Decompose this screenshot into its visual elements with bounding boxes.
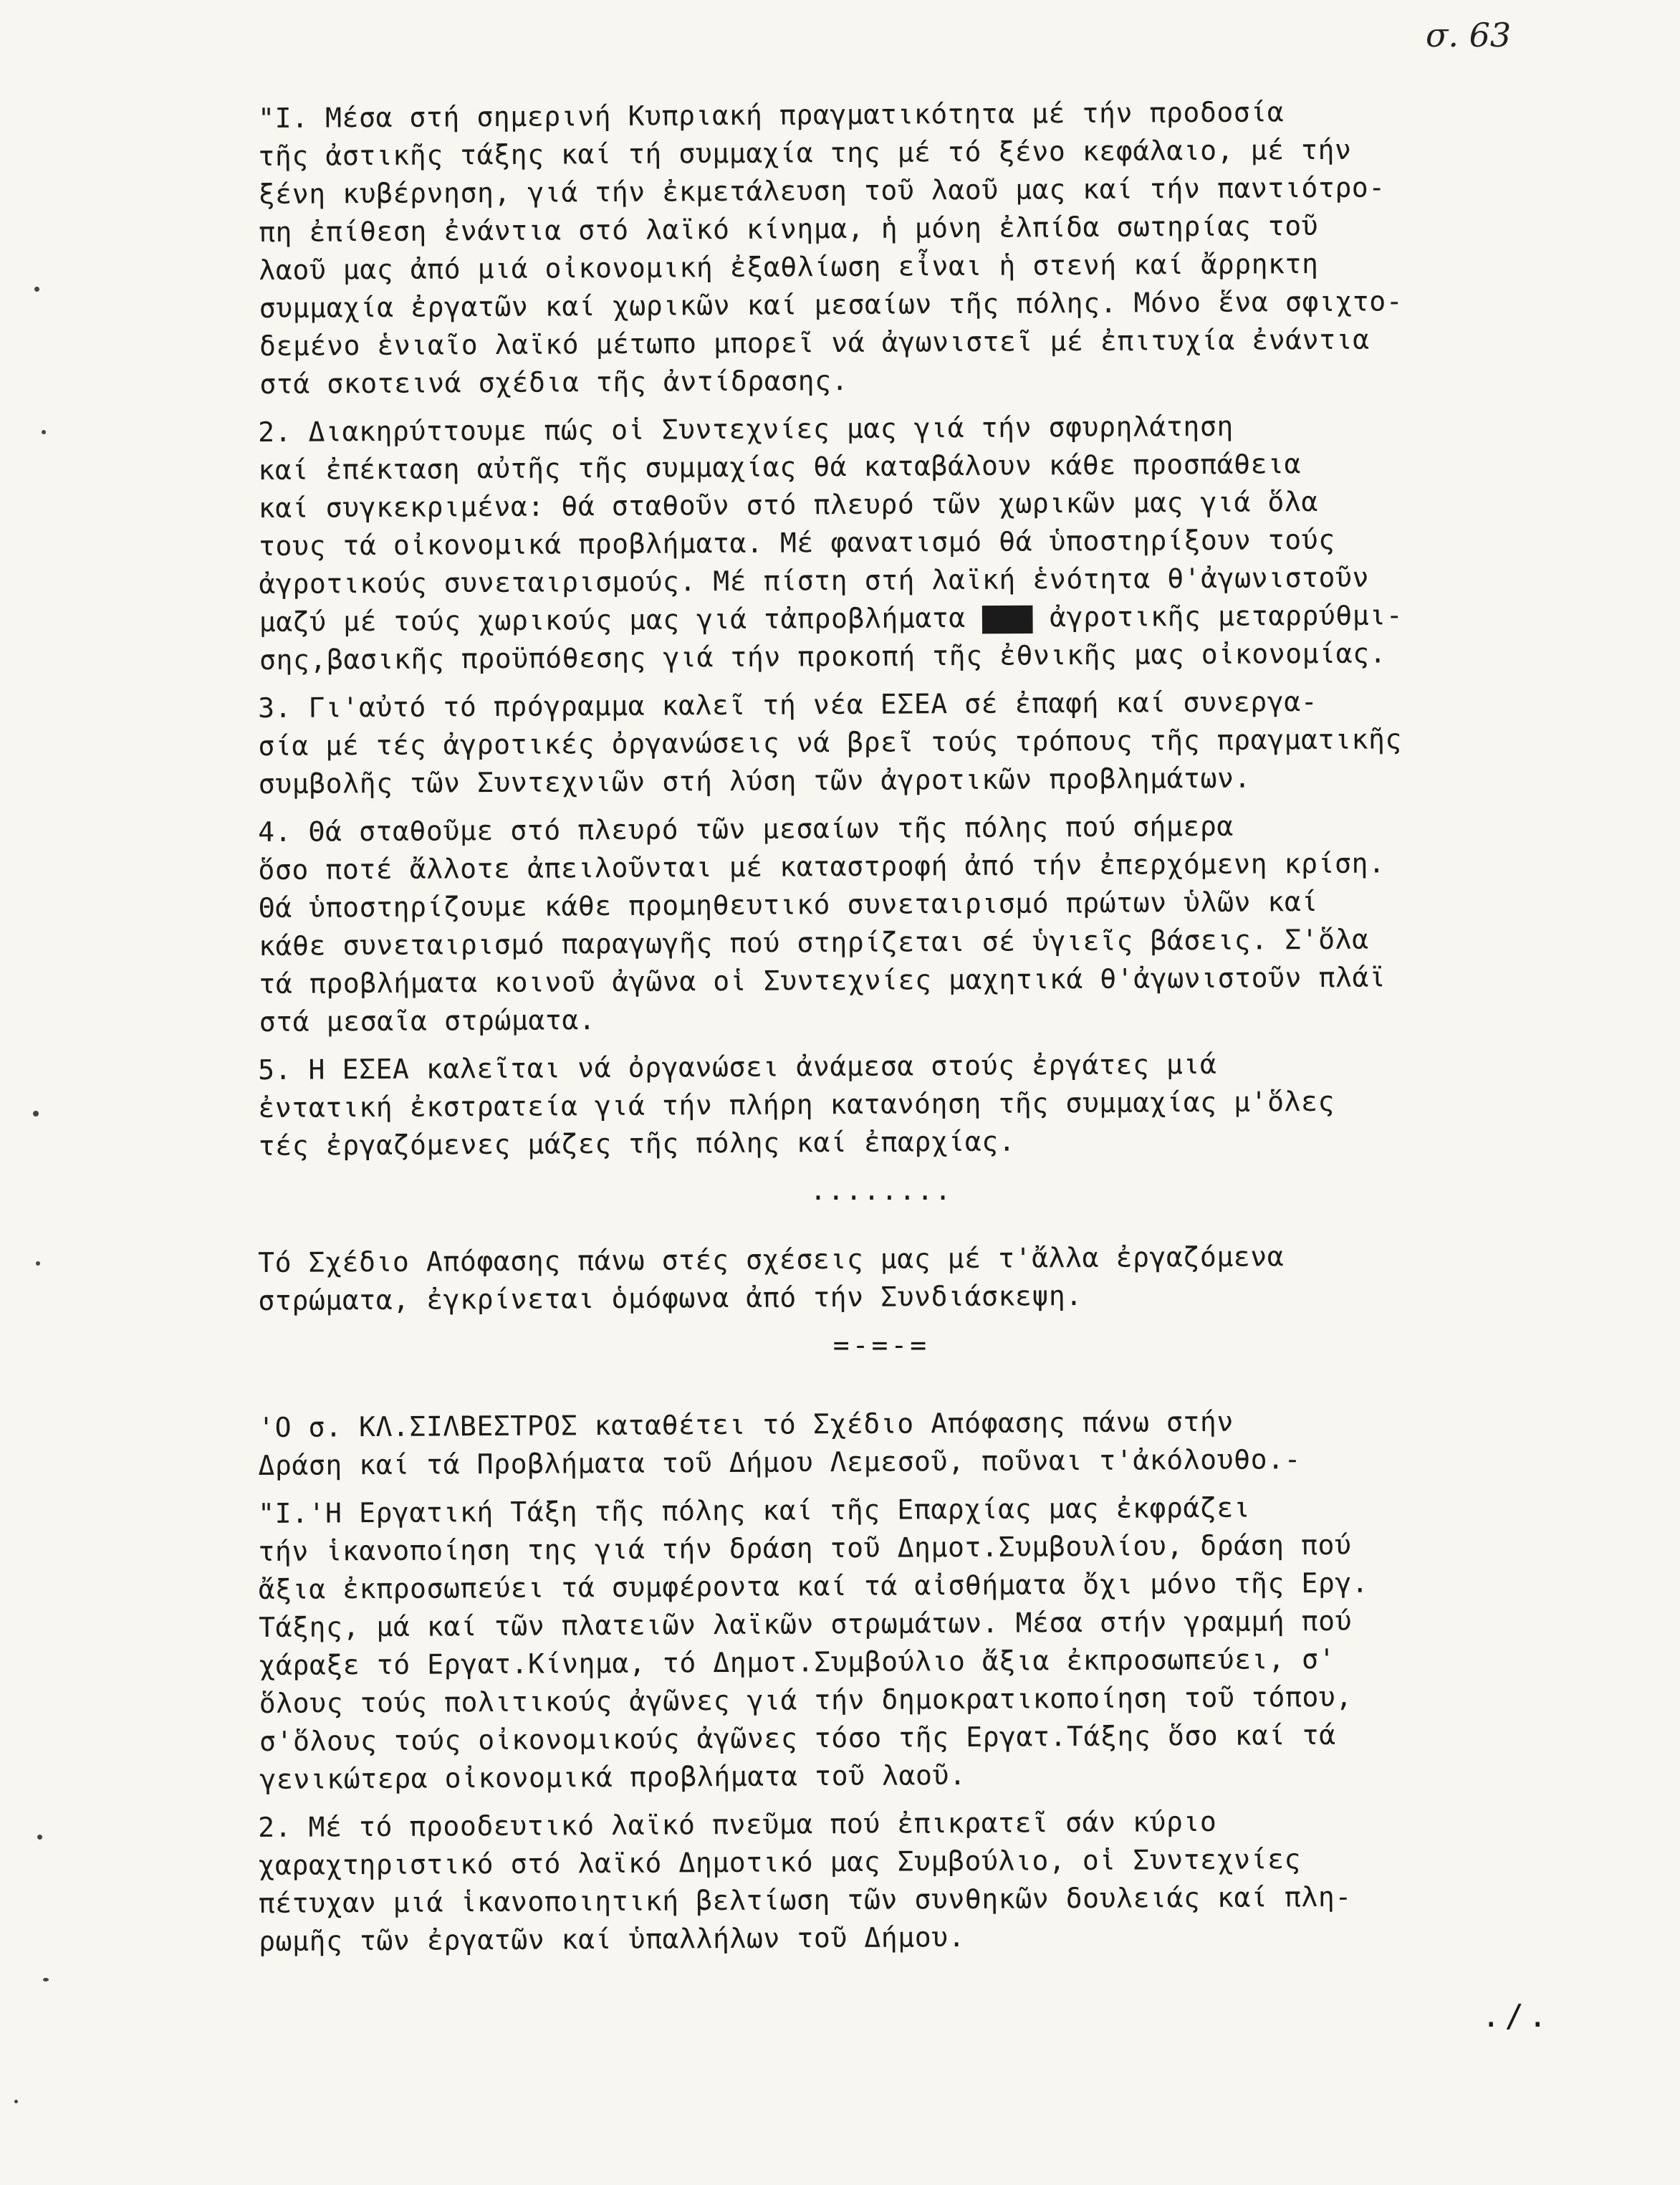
scan-speck <box>37 1835 42 1840</box>
paragraph-municipal-1: "I.'Η Εργατική Τάξη τῆς πόλης καί τῆς Επαρχίας μας ἐκφράζει τήν ἱκανοποίηση της γιά τήν δράση τοῦ Δημοτ.Συμβουλίου, δράση πού ἄξια ἐκπροσωπεύει τά συμφέροντα καί τά αἰσθήματα ὄχι μόνο τῆς Εργ. Τάξης, μά καί τῶν πλατειῶν λαϊκῶν στρωμάτων. Μέσα στήν γραμμή πού χάραξε τό Εργατ.Κίνημα, τό Δημοτ.Συμβούλιο ἄξια ἐκπροσωπεύει, σ' ὅλους τούς πολιτικούς ἀγῶνες γιά τήν δημοκρατικοποίηση τοῦ τόπου, σ'ὅλους τούς οἰκονομικούς ἀγῶνες τόσο τῆς Εργατ.Τάξης ὅσο καί τά γενικώτερα οἰκονομικά προβλήματα τοῦ λαοῦ. <box>258 1491 1369 1796</box>
paragraph-5: 5. Η ΕΣΕΑ καλεῖται νά ὀργανώσει ἀνάμεσα στούς ἐργάτες μιά ἐντατική ἐκστρατεία γιά τήν πλήρη κατανόηση τῆς συμμαχίας μ'ὅλες τές ἐργαζόμενες μάζες τῆς πόλης καί ἐπαρχίας. <box>258 1048 1335 1162</box>
scan-speck <box>43 1978 49 1981</box>
paragraph-municipal-2: 2. Μέ τό προοδευτικό λαϊκό πνεῦμα πού ἐπικρατεῖ σάν κύριο χαραχτηριστικό στό λαϊκό Δημοτικό μας Συμβούλιο, οἱ Συντεχνίες πέτυχαν μιά ἱκανοποιητική βελτίωση τῶν συνθηκῶν δουλειάς καί πλη- ρωμῆς τῶν ἐργατῶν καί ὑπαλλήλων τοῦ Δήμου. <box>258 1805 1352 1958</box>
paragraph-2: 2. Διακηρύττουμε πώς οἱ Συντεχνίες μας γιά τήν σφυρηλάτηση καί ἐπέκταση αὐτῆς τῆς συμμαχίας θά καταβάλουν κάθε προσπάθεια καί συγκεκριμένα: θά σταθοῦν στό πλευρό τῶν χωρικῶν μας γιά ὅλα τους τά οἰκονομικά προβλήματα. Μέ φανατισμό θά ὑποστηρίξουν τούς ἀγροτικούς συνεταιρισμούς. Μέ πίστη στή λαϊκή ἑνότητα θ'ἀγωνιστοῦν μαζύ μέ τούς χωρικούς μας γιά τἀπροβλήματα ▇▇▇ ἀγροτικῆς μεταρρύθμι- σης,βασικῆς προϋπόθεσης γιά τήν προκοπή τῆς ἐθνικῆς μας οἰκονομίας. <box>258 410 1403 676</box>
scan-speck <box>34 287 39 292</box>
scan-speck <box>14 2100 18 2103</box>
resolution-statement: Τό Σχέδιο Απόφασης πάνω στές σχέσεις μας μέ τ'ἄλλα ἐργαζόμενα στρώματα, ἐγκρίνεται ὁμόφωνα ἀπό τήν Συνδιάσκεψη. <box>258 1240 1285 1317</box>
intro-paragraph: 'Ο σ. ΚΛ.ΣΙΛΒΕΣΤΡΟΣ καταθέτει τό Σχέδιο Απόφασης πάνω στήν Δράση καί τά Προβλήματα τοῦ Δήμου Λεμεσοῦ, ποῦναι τ'ἀκόλουθο.- <box>258 1405 1302 1482</box>
scan-speck <box>36 1261 40 1266</box>
paragraph-1: "I. Μέσα στή σημερινή Κυπριακή πραγματικότητα μέ τήν προδοσία τῆς ἀστικῆς τάξης καί τή συμμαχία της μέ τό ξένο κεφάλαιο, μέ τήν ξένη κυβέρνηση, γιά τήν ἐκμετάλευση τοῦ λαοῦ μας καί τήν παντιότρο- πη ἐπίθεση ἐνάντια στό λαϊκό κίνημα, ἡ μόνη ἐλπίδα σωτηρίας τοῦ λαοῦ μας ἀπό μιά οἰκονομική ἐξαθλίωση εἶναι ἡ στενή καί ἄρρηκτη συμμαχία ἐργατῶν καί χωρικῶν καί μεσαίων τῆς πόλης. Μόνο ἕνα σφιχτο- δεμένο ἑνιαῖο λαϊκό μέτωπο μπορεῖ νά ἀγωνιστεῖ μέ ἐπιτυχία ἐνάντια στά σκοτεινά σχέδια τῆς ἀντίδρασης. <box>258 96 1403 401</box>
paragraph-4: 4. Θά σταθοῦμε στό πλευρό τῶν μεσαίων τῆς πόλης πού σήμερα ὅσο ποτέ ἄλλοτε ἀπειλοῦνται μέ καταστροφή ἀπό τήν ἐπερχόμενη κρίση. Θά ὑποστηρίζουμε κάθε προμηθευτικό συνεταιρισμό πρώτων ὑλῶν καί κάθε συνεταιρισμό παραγωγῆς πού στηρίζεται σέ ὑγιεῖς βάσεις. Σ'ὅλα τά προβλήματα κοινοῦ ἀγῶνα οἱ Συντεχνίες μαχητικά θ'ἀγωνιστοῦν πλάϊ στά μεσαῖα στρώματα. <box>258 810 1386 1038</box>
paragraph-3: 3. Γι'αὐτό τό πρόγραμμα καλεῖ τή νέα ΕΣΕΑ σέ ἐπαφή καί συνεργα- σία μέ τές ἀγροτικές ὀργανώσεις νά βρεῖ τούς τρόπους τῆς πραγματικῆς συμβολῆς τῶν Συντεχνιῶν στή λύση τῶν ἀγροτικῶν προβλημάτων. <box>258 685 1403 800</box>
dots-divider: ........ <box>810 1175 953 1206</box>
continuation-mark: ./. <box>1482 1998 1552 2035</box>
scan-speck <box>33 1111 39 1117</box>
scan-speck <box>42 430 46 434</box>
page-number: σ. 63 <box>1426 16 1512 54</box>
section-separator: =-=-= <box>832 1329 930 1361</box>
document-body <box>143 96 1619 1971</box>
